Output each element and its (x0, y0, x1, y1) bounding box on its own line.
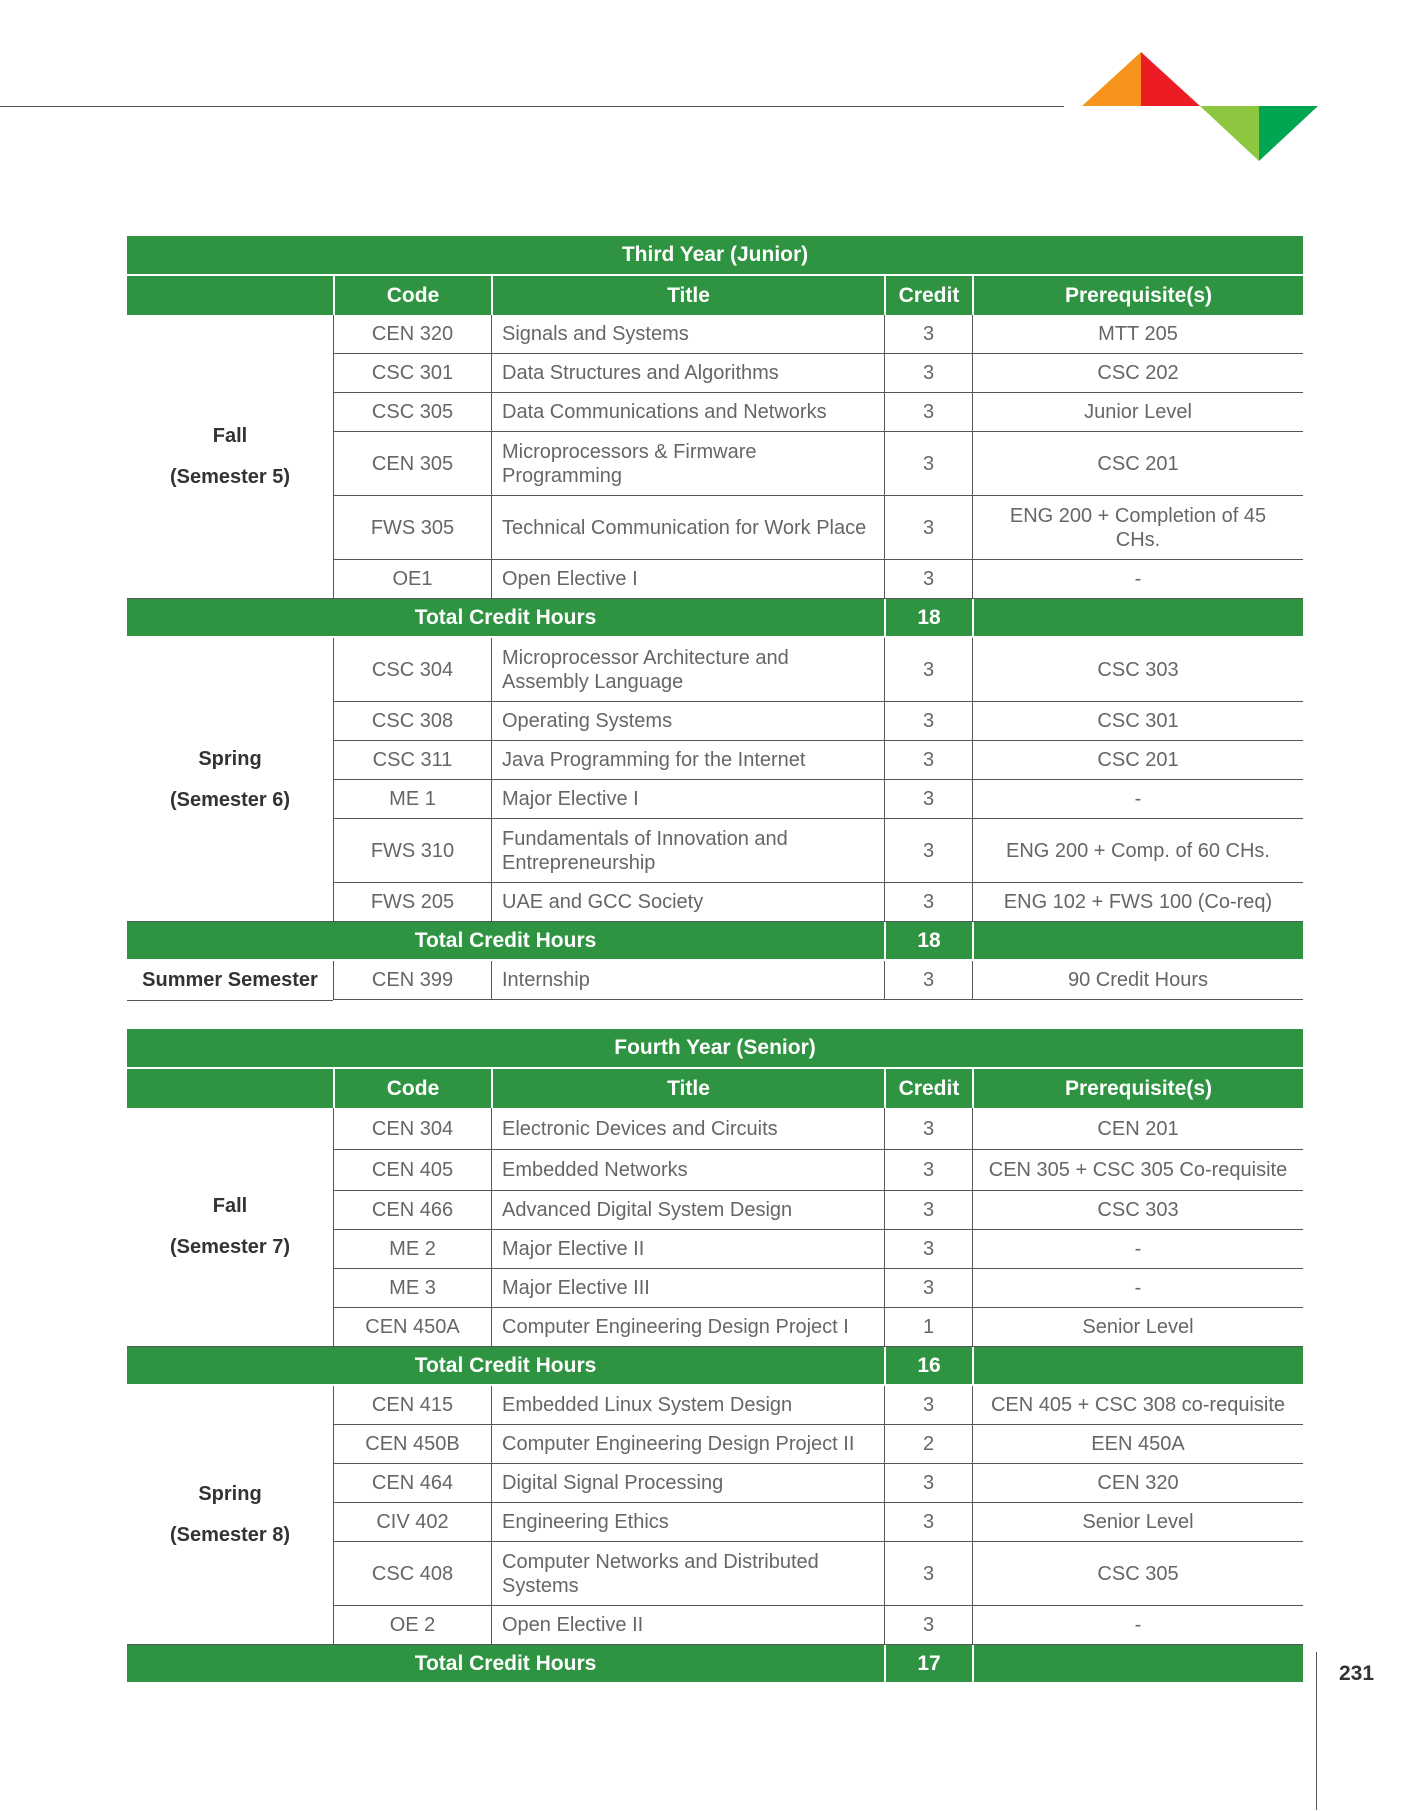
course-credit: 3 (884, 432, 972, 496)
course-prereq: - (972, 1269, 1303, 1308)
course-prereq: MTT 205 (972, 315, 1303, 354)
header-code: Code (333, 276, 491, 315)
course-credit: 3 (884, 702, 972, 741)
total-credit-value: 16 (884, 1347, 972, 1386)
course-code: CEN 304 (333, 1108, 491, 1150)
course-title: Operating Systems (491, 702, 884, 741)
course-title: UAE and GCC Society (491, 883, 884, 922)
course-code: CSC 305 (333, 393, 491, 432)
course-title: Advanced Digital System Design (491, 1191, 884, 1230)
course-title: Major Elective I (491, 780, 884, 819)
course-code: CEN 305 (333, 432, 491, 496)
course-prereq: CSC 201 (972, 741, 1303, 780)
course-title: Electronic Devices and Circuits (491, 1108, 884, 1150)
header-prereq: Prerequisite(s) (972, 276, 1303, 315)
course-credit: 3 (884, 1606, 972, 1645)
course-title: Internship (491, 961, 884, 1000)
header-blank (127, 1069, 333, 1108)
course-title: Fundamentals of Innovation and Entrepreneurship (491, 819, 884, 883)
course-prereq: ENG 200 + Comp. of 60 CHs. (972, 819, 1303, 883)
semester-label (127, 961, 333, 1001)
course-title: Open Elective I (491, 560, 884, 599)
course-prereq: CSC 305 (972, 1542, 1303, 1606)
course-prereq: 90 Credit Hours (972, 961, 1303, 1000)
course-code: CEN 399 (333, 961, 491, 1000)
course-credit: 3 (884, 354, 972, 393)
course-title: Open Elective II (491, 1606, 884, 1645)
course-code: ME 2 (333, 1230, 491, 1269)
course-credit: 3 (884, 1108, 972, 1150)
course-title: Major Elective II (491, 1230, 884, 1269)
total-blank (972, 1645, 1303, 1684)
total-credit-value: 18 (884, 599, 972, 638)
course-title: Embedded Linux System Design (491, 1386, 884, 1425)
total-credit-label: Total Credit Hours (127, 1347, 884, 1386)
course-code: CEN 466 (333, 1191, 491, 1230)
course-title: Engineering Ethics (491, 1503, 884, 1542)
course-credit: 3 (884, 1269, 972, 1308)
course-title: Data Structures and Algorithms (491, 354, 884, 393)
course-prereq: - (972, 1606, 1303, 1645)
semester-name: Fall (212, 1195, 248, 1217)
course-title: Major Elective III (491, 1269, 884, 1308)
course-credit: 3 (884, 638, 972, 702)
semester-label (127, 1386, 333, 1645)
course-title: Microprocessor Architecture and Assembly Language (491, 638, 884, 702)
course-credit: 3 (884, 1191, 972, 1230)
semester-name: Spring (198, 1483, 262, 1505)
third-year-table (127, 236, 1303, 1001)
course-prereq: - (972, 1230, 1303, 1269)
course-code: CSC 304 (333, 638, 491, 702)
course-title: Technical Communication for Work Place (491, 496, 884, 560)
course-prereq: - (972, 560, 1303, 599)
course-code: OE1 (333, 560, 491, 599)
course-prereq: EEN 450A (972, 1425, 1303, 1464)
header-title: Title (491, 1069, 884, 1108)
course-code: CSC 311 (333, 741, 491, 780)
course-code: OE 2 (333, 1606, 491, 1645)
semester-number: (Semester 5) (169, 465, 291, 488)
course-prereq: CEN 305 + CSC 305 Co-requisite (972, 1150, 1303, 1191)
course-prereq: CEN 405 + CSC 308 co-requisite (972, 1386, 1303, 1425)
course-prereq: - (972, 780, 1303, 819)
course-credit: 3 (884, 1150, 972, 1191)
semester-number: (Semester 7) (169, 1236, 291, 1258)
course-code: ME 3 (333, 1269, 491, 1308)
header-title: Title (491, 276, 884, 315)
course-code: FWS 310 (333, 819, 491, 883)
course-title: Computer Networks and Distributed Systems (491, 1542, 884, 1606)
course-title: Digital Signal Processing (491, 1464, 884, 1503)
course-credit: 3 (884, 1464, 972, 1503)
total-credit-label: Total Credit Hours (127, 599, 884, 638)
course-credit: 2 (884, 1425, 972, 1464)
course-code: CEN 450B (333, 1425, 491, 1464)
course-title: Microprocessors & Firmware Programming (491, 432, 884, 496)
semester-label (127, 315, 333, 599)
course-prereq: CSC 301 (972, 702, 1303, 741)
course-code: CEN 405 (333, 1150, 491, 1191)
course-credit: 3 (884, 1503, 972, 1542)
course-code: CEN 464 (333, 1464, 491, 1503)
semester-number: (Semester 6) (169, 788, 291, 811)
header-credit: Credit (884, 276, 972, 315)
total-credit-value: 17 (884, 1645, 972, 1684)
course-credit: 3 (884, 780, 972, 819)
course-code: CIV 402 (333, 1503, 491, 1542)
course-title: Java Programming for the Internet (491, 741, 884, 780)
course-title: Data Communications and Networks (491, 393, 884, 432)
course-prereq: CEN 201 (972, 1108, 1303, 1150)
course-prereq: Senior Level (972, 1308, 1303, 1347)
table-title: Third Year (Junior) (127, 236, 1303, 276)
course-code: CEN 450A (333, 1308, 491, 1347)
course-code: FWS 305 (333, 496, 491, 560)
header-code: Code (333, 1069, 491, 1108)
total-credit-label: Total Credit Hours (127, 1645, 884, 1684)
total-blank (972, 599, 1303, 638)
course-prereq: CSC 202 (972, 354, 1303, 393)
course-credit: 3 (884, 315, 972, 354)
course-credit: 3 (884, 741, 972, 780)
page-number-rule (1316, 1652, 1375, 1810)
total-credit-label: Total Credit Hours (127, 922, 884, 961)
semester-name: Summer Semester (142, 969, 318, 991)
course-code: CEN 320 (333, 315, 491, 354)
top-rule (0, 106, 1064, 107)
page-number: 231 (1339, 1662, 1375, 1685)
course-code: FWS 205 (333, 883, 491, 922)
total-blank (972, 1347, 1303, 1386)
semester-label (127, 1108, 333, 1347)
header-credit: Credit (884, 1069, 972, 1108)
course-credit: 3 (884, 393, 972, 432)
course-title: Embedded Networks (491, 1150, 884, 1191)
course-prereq: ENG 102 + FWS 100 (Co-req) (972, 883, 1303, 922)
course-credit: 3 (884, 1542, 972, 1606)
course-credit: 3 (884, 560, 972, 599)
course-code: ME 1 (333, 780, 491, 819)
course-title: Computer Engineering Design Project II (491, 1425, 884, 1464)
course-prereq: ENG 200 + Completion of 45 CHs. (972, 496, 1303, 560)
course-code: CEN 415 (333, 1386, 491, 1425)
course-prereq: CEN 320 (972, 1464, 1303, 1503)
total-credit-value: 18 (884, 922, 972, 961)
course-credit: 3 (884, 883, 972, 922)
course-credit: 3 (884, 819, 972, 883)
course-title: Signals and Systems (491, 315, 884, 354)
course-code: CSC 301 (333, 354, 491, 393)
course-code: CSC 408 (333, 1542, 491, 1606)
course-credit: 3 (884, 961, 972, 1000)
course-prereq: CSC 303 (972, 638, 1303, 702)
course-prereq: Senior Level (972, 1503, 1303, 1542)
course-credit: 3 (884, 496, 972, 560)
table-title: Fourth Year (Senior) (127, 1029, 1303, 1069)
course-credit: 3 (884, 1386, 972, 1425)
course-code: CSC 308 (333, 702, 491, 741)
semester-label (127, 638, 333, 922)
header-prereq: Prerequisite(s) (972, 1069, 1303, 1108)
fourth-year-table (127, 1029, 1303, 1684)
semester-number: (Semester 8) (169, 1524, 291, 1546)
course-prereq: CSC 303 (972, 1191, 1303, 1230)
header-blank (127, 276, 333, 315)
total-blank (972, 922, 1303, 961)
semester-name: Spring (198, 747, 262, 770)
semester-name: Fall (212, 424, 248, 447)
course-credit: 3 (884, 1230, 972, 1269)
course-credit: 1 (884, 1308, 972, 1347)
course-prereq: Junior Level (972, 393, 1303, 432)
triangle-logo-icon (1080, 50, 1320, 165)
course-title: Computer Engineering Design Project I (491, 1308, 884, 1347)
course-prereq: CSC 201 (972, 432, 1303, 496)
